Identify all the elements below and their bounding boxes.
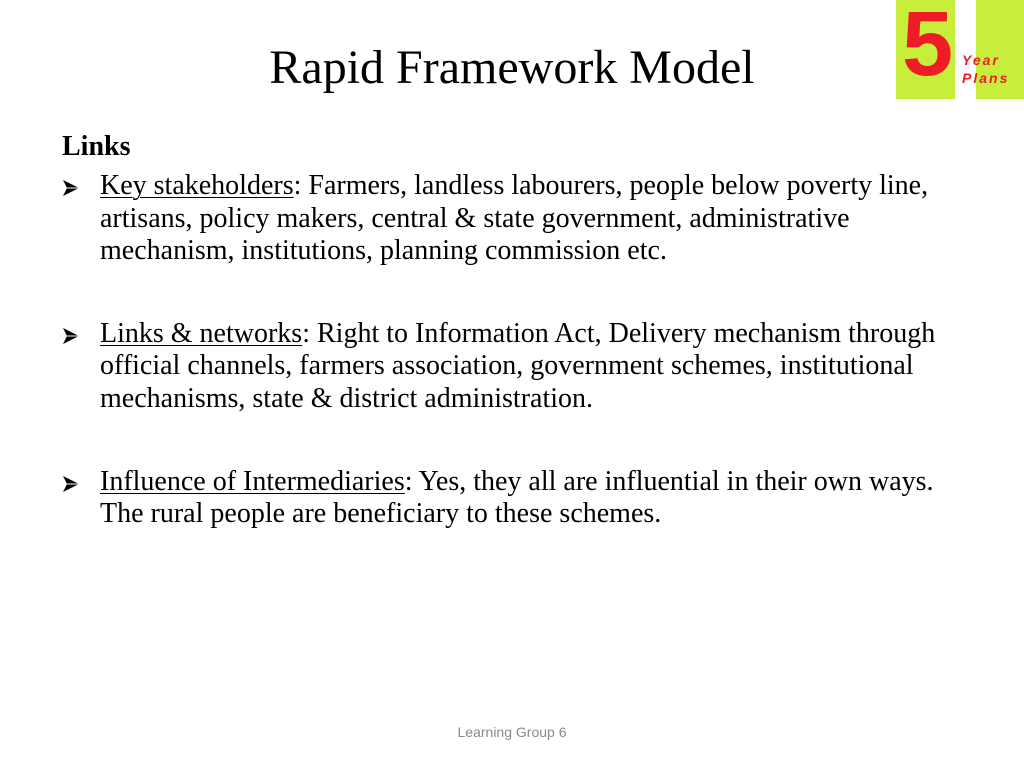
arrowhead-bullet-icon — [62, 179, 80, 197]
bullet-key-stakeholders — [62, 170, 982, 268]
section-heading: Links — [62, 131, 131, 162]
bullet-text: : Right to Information Act, Delivery mechanism through official channels, farmers association, government schemes, institutional mechanisms, state & district administration. — [100, 317, 936, 414]
five-year-plans-logo — [896, 0, 1024, 99]
logo-word-plans: Plans — [962, 70, 1010, 86]
slide-body — [62, 130, 982, 531]
logo-digit: 5 — [902, 0, 954, 95]
bullet-term: Key stakeholders — [100, 170, 294, 201]
bullet-term: Links & networks — [100, 317, 303, 349]
bullet-influence-intermediaries — [62, 466, 982, 531]
bullet-text: : Farmers, landless labourers, people below poverty line, artisans, policy makers, central & state government, administrative mechanism, institutions, planning commission etc. — [100, 170, 929, 267]
arrowhead-bullet-icon — [62, 327, 80, 345]
slide-footer: Learning Group 6 — [457, 724, 567, 740]
bullet-links-networks — [62, 318, 982, 416]
logo-word-year: Year — [962, 52, 1000, 68]
slide-title: Rapid Framework Model — [269, 41, 755, 94]
arrowhead-bullet-icon — [62, 475, 80, 493]
bullet-text: : Yes, they all are influential in their own ways. The rural people are beneficiary to these schemes. — [100, 465, 934, 530]
bullet-term: Influence of Intermediaries — [100, 465, 405, 497]
